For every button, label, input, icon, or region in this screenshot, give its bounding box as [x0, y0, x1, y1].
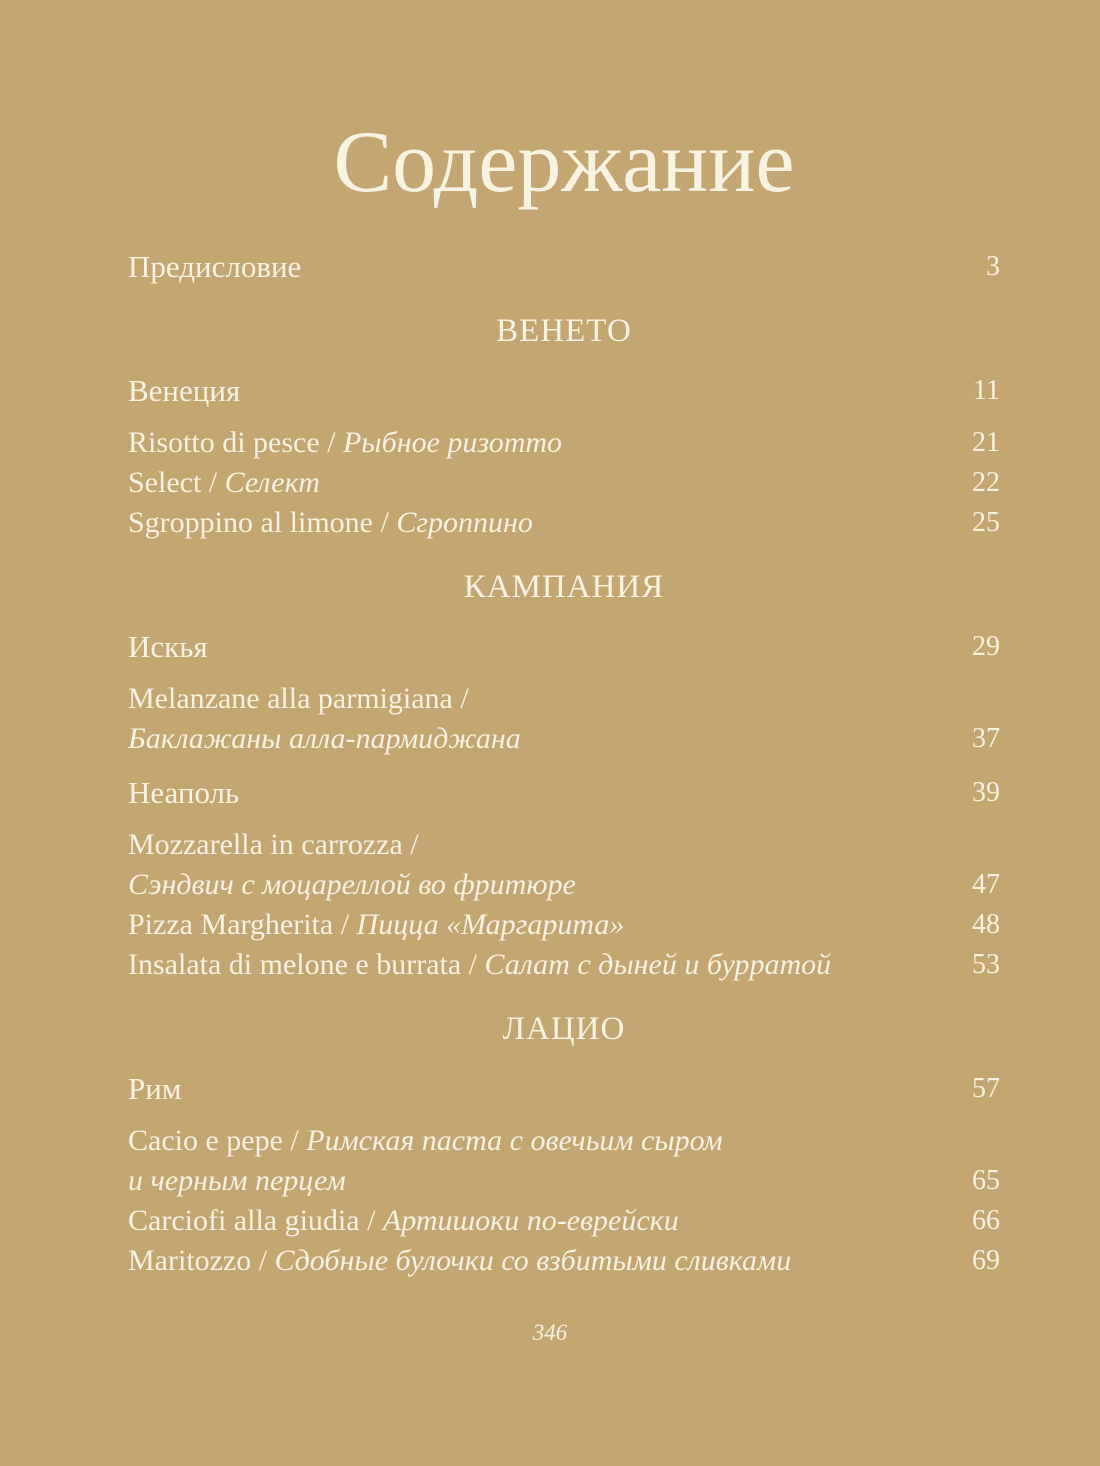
toc-entry-page-number: 57	[972, 1073, 1000, 1105]
toc-entry-name: Искья	[128, 629, 208, 665]
toc-entry[interactable]	[128, 463, 1000, 503]
toc-entry-line	[128, 423, 562, 463]
toc-entry-label	[128, 371, 240, 411]
toc-entry-label	[128, 905, 624, 945]
toc-entry-label	[128, 825, 576, 905]
toc-entry-line	[128, 1201, 679, 1241]
toc-entry-translation: Сэндвич с моцареллой во фритюре	[128, 868, 576, 902]
toc-entry-line	[128, 773, 239, 813]
toc-entry-name: Cacio e pepe /	[128, 1124, 307, 1158]
toc-entry-translation: Артишоки по-еврейски	[382, 1204, 679, 1238]
chapter-heading: ЛАЦИО	[502, 1011, 626, 1048]
toc-entry-line	[128, 463, 320, 503]
toc-entry[interactable]	[128, 1121, 1000, 1201]
toc-entry-name: Sgroppino al limone /	[128, 506, 397, 540]
toc-entry-name: Maritozzo /	[128, 1244, 275, 1278]
toc-entry[interactable]	[128, 905, 1000, 945]
toc-entry-translation: Селект	[224, 466, 320, 500]
toc-entry-name: Неаполь	[128, 775, 240, 811]
toc-entry-page-number: 53	[972, 949, 1000, 981]
toc-entry-label	[128, 503, 533, 543]
toc-entry-page-number: 3	[986, 251, 1000, 283]
toc-entry-name: Risotto di pesce /	[128, 426, 343, 460]
toc-entry-page-number: 37	[972, 723, 1000, 755]
toc-entry-translation: Рыбное ризотто	[342, 426, 563, 460]
toc-entry[interactable]	[128, 1069, 1000, 1109]
toc-entry-label	[128, 945, 831, 985]
toc-entry[interactable]	[128, 825, 1000, 905]
toc-entry-line	[128, 503, 533, 543]
toc-entry-label	[128, 627, 208, 667]
toc-entry[interactable]	[128, 423, 1000, 463]
toc-entry-translation: Пицца «Маргарита»	[356, 908, 625, 942]
toc-entry-line	[128, 719, 521, 759]
toc-entry-line	[128, 1241, 791, 1281]
toc-entry[interactable]	[128, 371, 1000, 411]
toc-entry-label	[128, 1069, 181, 1109]
toc-entry-name: Insalata di melone e burrata /	[128, 948, 485, 982]
toc-entry-page-number: 69	[972, 1245, 1000, 1277]
toc-entry[interactable]	[128, 679, 1000, 759]
toc-entry[interactable]	[128, 247, 1000, 287]
toc-entry-label	[128, 1121, 723, 1201]
toc-entry-name: Pizza Margherita /	[128, 908, 357, 942]
toc-entry-line	[128, 627, 208, 667]
toc-entry-line	[128, 679, 521, 719]
toc-entry-page-number: 39	[972, 777, 1000, 809]
toc-entry-name: Melanzane alla parmigiana /	[128, 682, 469, 716]
toc-entry-name: Предисловие	[128, 249, 302, 285]
toc-entry-label	[128, 773, 239, 813]
folio-page-number: 346	[532, 1320, 568, 1345]
toc-entry-label	[128, 1201, 679, 1241]
toc-entry-translation: Сдобные булочки со взбитыми сливками	[274, 1244, 792, 1278]
toc-entry-page-number: 66	[972, 1205, 1000, 1237]
chapter-heading: ВЕНЕТО	[496, 313, 632, 350]
toc-entry-label	[128, 1241, 791, 1281]
table-of-contents	[128, 247, 1000, 1281]
toc-entry-page-number: 25	[972, 507, 1000, 539]
toc-entry-translation: Римская паста с овечьим сыром	[306, 1124, 723, 1158]
toc-entry[interactable]	[128, 1241, 1000, 1281]
toc-entry-name: Рим	[128, 1071, 182, 1107]
toc-entry[interactable]	[128, 1201, 1000, 1241]
toc-entry-line	[128, 1069, 181, 1109]
toc-entry-label	[128, 679, 521, 759]
toc-entry[interactable]	[128, 945, 1000, 985]
toc-entry-line	[128, 825, 576, 865]
toc-entry-line	[128, 247, 301, 287]
chapter-heading: КАМПАНИЯ	[463, 569, 665, 606]
toc-entry-translation: Сгроппино	[396, 506, 533, 540]
toc-entry-line	[128, 905, 624, 945]
toc-entry-label	[128, 463, 320, 503]
toc-entry-page-number: 48	[972, 909, 1000, 941]
toc-entry-line	[128, 371, 240, 411]
toc-entry-page-number: 22	[972, 467, 1000, 499]
toc-entry-page-number: 65	[972, 1165, 1000, 1197]
toc-entry[interactable]	[128, 627, 1000, 667]
toc-entry-translation: Баклажаны алла-пармиджана	[128, 722, 521, 756]
toc-entry-name: Select /	[128, 466, 225, 500]
toc-entry-translation: и черным перцем	[128, 1164, 346, 1198]
toc-entry-page-number: 29	[972, 631, 1000, 663]
toc-entry-name: Carciofi alla giudia /	[128, 1204, 383, 1238]
toc-entry-name: Mozzarella in carrozza /	[128, 828, 419, 862]
toc-entry-page-number: 47	[972, 869, 1000, 901]
toc-entry-line	[128, 1161, 723, 1201]
toc-entry-label	[128, 247, 301, 287]
toc-entry-label	[128, 423, 562, 463]
page-title: Содержание	[333, 114, 795, 211]
toc-entry-line	[128, 865, 576, 905]
toc-entry-line	[128, 945, 831, 985]
toc-entry-line	[128, 1121, 723, 1161]
toc-entry[interactable]	[128, 773, 1000, 813]
toc-entry-name: Венеция	[128, 373, 241, 409]
toc-entry-page-number: 21	[972, 427, 1000, 459]
toc-entry-page-number: 11	[973, 375, 1000, 407]
toc-entry-translation: Салат с дыней и бурратой	[484, 948, 832, 982]
toc-entry[interactable]	[128, 503, 1000, 543]
